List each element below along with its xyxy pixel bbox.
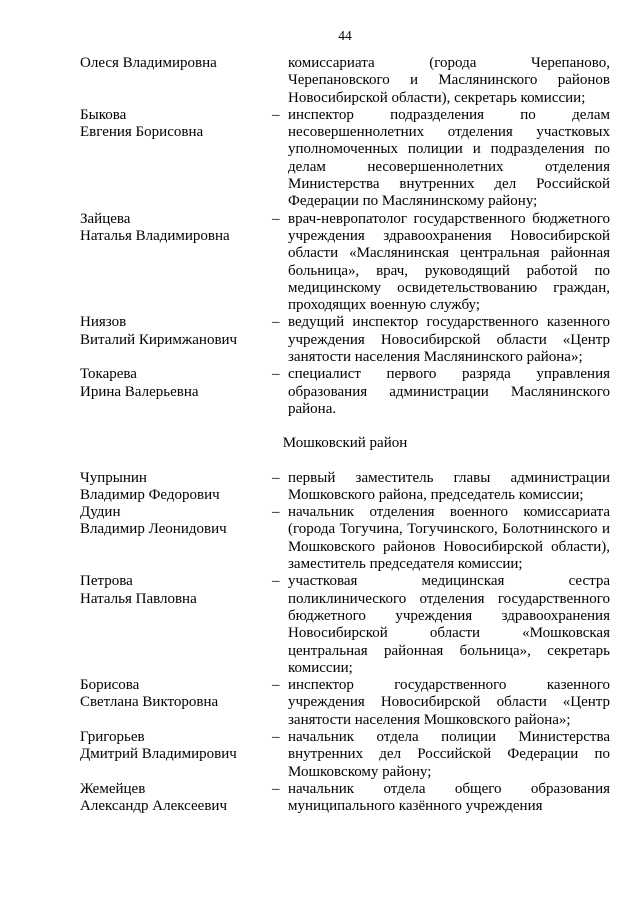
entry-name-line: Наталья Павловна	[80, 590, 197, 607]
entry-dash: –	[272, 106, 280, 123]
entry-name-line: Ниязов	[80, 314, 127, 331]
entry-name	[80, 504, 272, 539]
entry-name	[80, 314, 272, 349]
entry-dash: –	[272, 504, 280, 521]
entry-name	[80, 55, 272, 72]
entry-name	[80, 781, 272, 816]
entry-dash: –	[272, 573, 280, 590]
entry-row	[80, 107, 610, 211]
entry-description: начальник отделения военного комиссариата (города Тогучина, Тогучинского, Болотнинского и Мошковского районов Новосибирской области), заместитель председателя комиссии;	[288, 504, 610, 573]
entry-name	[80, 677, 272, 712]
page-number: 44	[338, 28, 352, 43]
entry-name-line: Евгения Борисовна	[80, 124, 204, 141]
entry-name-line: Жемейцев	[80, 780, 146, 797]
entry-name-line: Зайцева	[80, 210, 131, 227]
entry-name	[80, 470, 272, 505]
entry-description: участковая медицинская сестра поликлинического отделения государственного бюджетного учреждения здравоохранения Новосибирской области «Мошковская центральная районная больница», секретарь комиссии;	[288, 573, 610, 676]
entry-name-line: Григорьев	[80, 728, 145, 745]
entry-name-line: Дмитрий Владимирович	[80, 746, 237, 763]
entry-description: инспектор подразделения по делам несовершеннолетних отделения участковых уполномоченных полиции и подразделения по делам несовершеннолетних отделения Министерства внутренних дел Российской Федерации по Маслянинскому району;	[288, 106, 610, 210]
entry-description: инспектор государственного казенного учреждения Новосибирской области «Центр занятости населения Мошковского района»;	[288, 677, 610, 728]
entry-row	[80, 55, 610, 107]
entry-description: начальник отдела общего образования муниципального казённого учреждения	[288, 780, 610, 815]
entry-name-line: Олеся Владимировна	[80, 55, 217, 71]
entry-row	[80, 573, 610, 677]
entry-row	[80, 314, 610, 366]
entry-name	[80, 573, 272, 608]
entry-name-line: Петрова	[80, 573, 133, 590]
entry-dash: –	[272, 728, 280, 745]
entry-description: первый заместитель главы администрации Мошковского района, председатель комиссии;	[288, 469, 610, 503]
entry-dash: –	[272, 314, 280, 331]
entry-description: ведущий инспектор государственного казенного учреждения Новосибирской области «Центр занятости населения Маслянинского района»;	[288, 314, 610, 366]
entry-dash: –	[272, 780, 280, 797]
section-heading: Мошковский район	[282, 435, 408, 452]
entry-description: начальник отдела полиции Министерства внутренних дел Российской Федерации по Мошковскому району;	[288, 728, 610, 780]
entry-name-line: Наталья Владимировна	[80, 227, 230, 244]
entry-name-line: Владимир Леонидович	[80, 521, 227, 538]
entry-name-line: Виталий Киримжанович	[80, 331, 238, 348]
entry-name	[80, 729, 272, 764]
entry-name	[80, 211, 272, 246]
entry-row	[80, 729, 610, 781]
entry-dash: –	[272, 210, 280, 227]
entry-description: врач-невропатолог государственного бюджетного учреждения здравоохранения Новосибирской области «Маслянинская центральная районная больница», врач, руководящий работой по медицинскому освидетельствованию граждан, проходящих военную службу;	[288, 210, 610, 314]
document-content	[80, 55, 610, 815]
entry-name-line: Владимир Федорович	[80, 486, 220, 503]
entry-name-line: Борисова	[80, 677, 140, 694]
entry-dash: –	[272, 469, 280, 486]
entry-name	[80, 366, 272, 401]
entry-name-line: Александр Алексеевич	[80, 798, 227, 815]
entry-description: комиссариата (города Черепаново, Черепановского и Маслянинского районов Новосибирской области), секретарь комиссии;	[288, 55, 610, 106]
entry-row	[80, 504, 610, 573]
entry-row	[80, 211, 610, 315]
entry-dash: –	[272, 677, 280, 694]
entry-row	[80, 470, 610, 505]
entry-name-line: Чупрынин	[80, 469, 147, 486]
entry-name	[80, 107, 272, 142]
entry-name-line: Дудин	[80, 504, 121, 521]
entry-row	[80, 366, 610, 418]
entry-row	[80, 781, 610, 816]
entry-row	[80, 677, 610, 729]
entry-name-line: Быкова	[80, 106, 127, 123]
entry-description: специалист первого разряда управления образования администрации Маслянинского района.	[288, 366, 610, 417]
entry-name-line: Светлана Викторовна	[80, 694, 219, 711]
entry-dash: –	[272, 366, 280, 383]
entry-name-line: Токарева	[80, 366, 137, 383]
entry-name-line: Ирина Валерьевна	[80, 383, 199, 400]
